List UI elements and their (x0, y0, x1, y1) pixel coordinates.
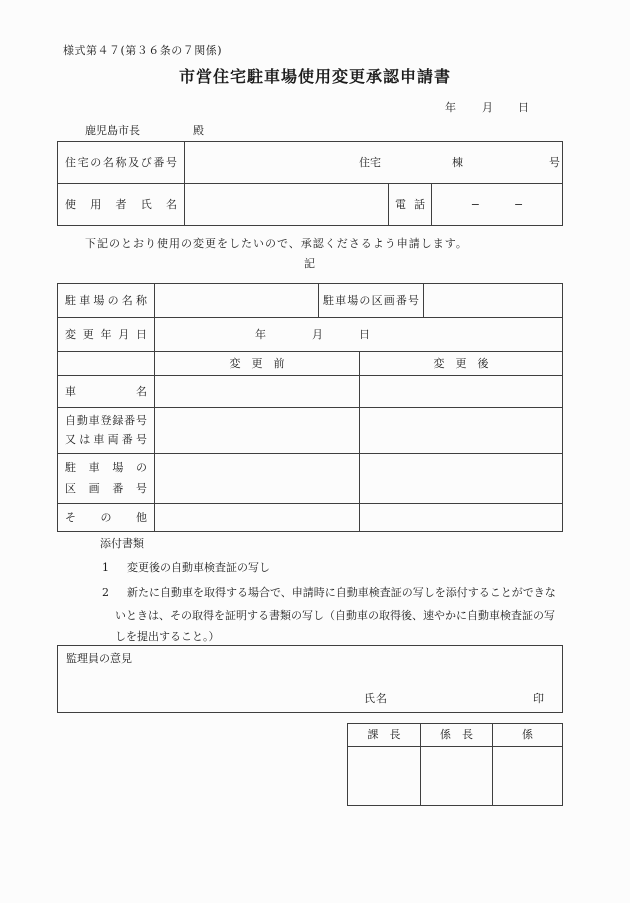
attachment-item-2 (102, 586, 556, 600)
header-spacer-cell (58, 352, 154, 375)
parking-section-row (58, 453, 562, 503)
residence-label: 住宅の名称及び番号 (65, 155, 177, 169)
car-name-label: 車名 (65, 384, 147, 398)
attachment-item-2-text-line3: しを提出すること。） (115, 630, 220, 643)
parking-section-after-cell (359, 454, 562, 503)
before-column-header: 変 更 前 (154, 352, 359, 375)
attachment-item-1-number: 1 (102, 561, 109, 574)
change-date-day-label: 日 (359, 327, 370, 341)
car-name-row (58, 375, 562, 407)
stamp-cell-section-chief (348, 747, 420, 805)
registration-number-label-line1: 自動車登録番号 (65, 413, 147, 427)
parking-name-label: 駐車場の名称 (65, 293, 147, 307)
change-date-row (58, 317, 562, 351)
attachment-item-2-text-line2: いときは、その取得を証明する書類の写し（自動車の取得後、速やかに自動車検査証の写 (115, 609, 555, 622)
registration-number-before-cell (154, 408, 359, 453)
application-date-line (0, 101, 630, 116)
car-name-before-cell (154, 376, 359, 407)
change-date-month-label: 月 (312, 327, 323, 341)
car-name-after-cell (359, 376, 562, 407)
unit-building-label: 棟 (452, 155, 463, 169)
parking-section-label-cell (58, 454, 154, 503)
registration-number-after-cell (359, 408, 562, 453)
stamp-cell-subsection-chief (420, 747, 492, 805)
user-name-input-cell (184, 184, 388, 225)
date-year-label: 年 (445, 101, 456, 114)
phone-dash-2: − (514, 197, 524, 211)
other-row (58, 503, 562, 531)
approval-stamp-row (348, 746, 562, 805)
approval-header-staff: 係 (492, 724, 562, 746)
other-label-cell (58, 504, 154, 531)
after-column-header: 変 更 後 (359, 352, 562, 375)
supervisor-opinion-box (57, 645, 563, 713)
change-date-input-cell (154, 318, 562, 351)
other-label: その他 (65, 510, 147, 524)
parking-name-label-cell (58, 284, 154, 317)
form-title: 市営住宅駐車場使用変更承認申請書 (178, 67, 451, 86)
phone-dash-1: − (470, 197, 480, 211)
supervisor-opinion-label: 監理員の意見 (66, 652, 132, 665)
residence-label-cell (58, 142, 184, 183)
parking-section-before-cell (154, 454, 359, 503)
car-name-label-cell (58, 376, 154, 407)
seal-label: 印 (533, 692, 544, 706)
change-date-year-label: 年 (255, 327, 266, 341)
registration-number-label-line2: 又は車両番号 (65, 433, 147, 447)
change-date-label-cell (58, 318, 154, 351)
parking-name-row (58, 284, 562, 317)
user-name-label: 使用者氏名 (65, 197, 177, 211)
other-before-cell (154, 504, 359, 531)
approval-stamp-table (347, 723, 563, 806)
addressee-line (0, 124, 630, 139)
user-name-row (58, 183, 562, 225)
change-date-label: 変更年月日 (65, 327, 147, 341)
user-name-label-cell (58, 184, 184, 225)
approval-header-row (348, 724, 562, 746)
phone-label-cell (388, 184, 431, 225)
supervisor-name-label: 氏名 (364, 692, 388, 706)
attachment-item-2-number: 2 (102, 586, 109, 599)
stamp-cell-staff (492, 747, 562, 805)
addressee-honorific: 殿 (193, 124, 204, 137)
request-sentence: 下記のとおり使用の変更をしたいので、承認くださるよう申請します。 (85, 237, 468, 250)
approval-header-section-chief: 課 長 (367, 728, 401, 742)
parking-section-label-line1: 駐車場の (65, 461, 147, 475)
applicant-table (57, 141, 563, 226)
residence-row (58, 142, 562, 183)
other-after-cell (359, 504, 562, 531)
addressee-name: 鹿児島市長 (85, 124, 140, 137)
parking-name-input-cell (154, 284, 318, 317)
residence-input-cell (184, 142, 562, 183)
attachment-item-1 (102, 561, 270, 575)
unit-house-label: 住宅 (359, 155, 381, 169)
section-number-label: 駐車場の区画番号 (323, 293, 419, 307)
before-after-header-row (58, 351, 562, 375)
approval-header-subsection-chief: 係 長 (420, 724, 492, 746)
section-number-input-cell (423, 284, 562, 317)
change-detail-table (57, 283, 563, 532)
registration-number-row (58, 407, 562, 453)
date-month-label: 月 (482, 101, 493, 114)
registration-number-label-cell (58, 408, 154, 453)
phone-label: 電話 (395, 197, 425, 211)
note-heading: 記 (304, 257, 316, 270)
phone-input-cell (431, 184, 562, 225)
unit-number-label: 号 (549, 155, 560, 169)
attachment-item-1-text: 変更後の自動車検査証の写し (127, 561, 270, 574)
date-day-label: 日 (518, 101, 529, 114)
parking-section-label-line2: 区画番号 (65, 482, 147, 496)
attachment-item-2-text-line1: 新たに自動車を取得する場合で、申請時に自動車検査証の写しを添付することができな (127, 586, 556, 599)
attachments-heading: 添付書類 (100, 537, 144, 550)
form-style-number: 様式第４７(第３６条の７関係) (63, 44, 223, 57)
section-number-label-cell (318, 284, 423, 317)
